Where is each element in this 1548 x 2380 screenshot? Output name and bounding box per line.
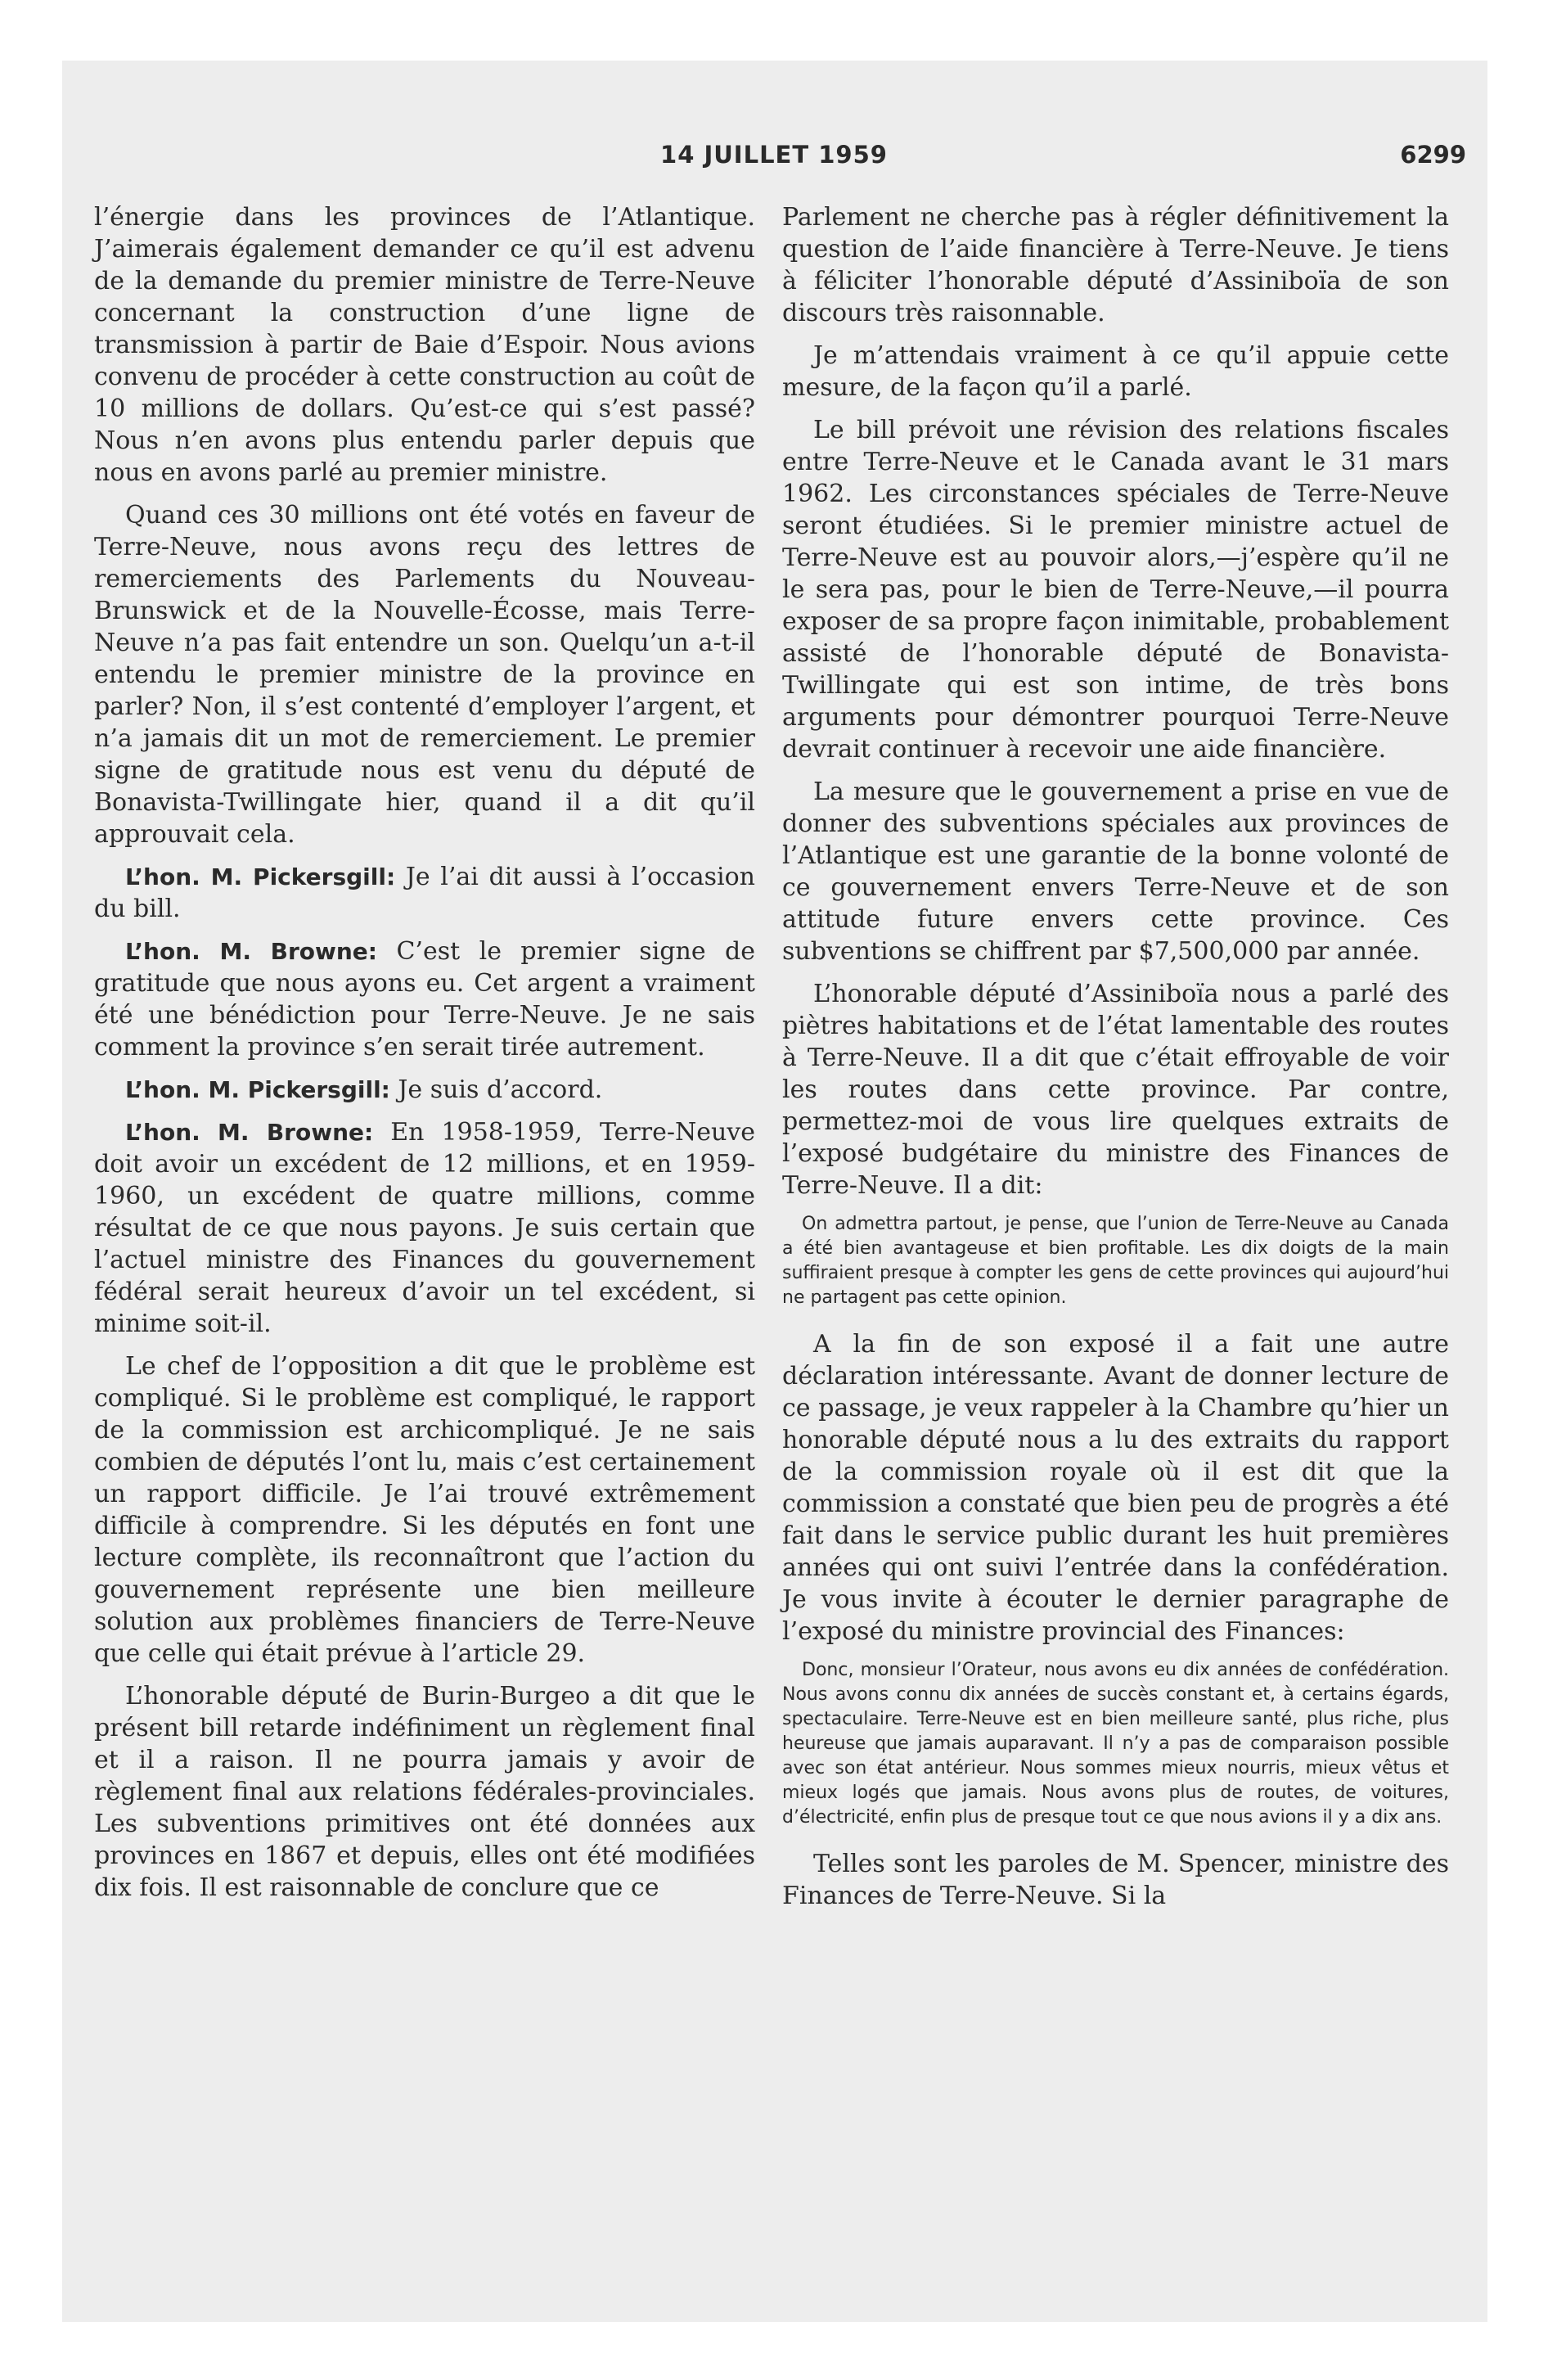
paragraph: Je m’attendais vraiment à ce qu’il appuie cette mesure, de la façon qu’il a parlé. [782,341,1449,402]
speaker-name: L’hon. M. Browne: [125,1119,374,1146]
page-header-date: 14 JUILLET 1959 [660,141,888,169]
paragraph: Parlement ne cherche pas à régler définitivement la question de l’aide financière à Terre-Neuve. Je tiens à féliciter l’honorable député d’Assiniboïa de son discours très raisonnable. [782,203,1449,327]
speech-text: En 1958-1959, Terre-Neuve doit avoir un excédent de 12 millions, et en 1959-1960, un excédent de quatre millions, comme résultat de ce que nous payons. Je suis certain que l’actuel ministre des Finances du gouvernement fédéral serait heureux d’avoir un tel excédent, si minime soit-il. [94,1118,756,1338]
paragraph: Le chef de l’opposition a dit que le problème est compliqué. Si le problème est compliqué, le rapport de la commission est archicompliqué. Je ne sais combien de députés l’ont lu, mais c’est certainement un rapport difficile. Je l’ai trouvé extrêmement difficile à comprendre. Si les députés en font une lecture complète, ils reconnaîtront que l’action du gouvernement représente une bien meilleure solution aux problèmes financiers de Terre-Neuve que celle qui était prévue à l’article 29. [94,1352,755,1668]
budget-quote: Donc, monsieur l’Orateur, nous avons eu dix années de confédération. Nous avons connu dix années de succès constant et, à certains égards, spectaculaire. Terre-Neuve est en bien meilleure santé, plus riche, plus heureuse que jamais auparavant. Il n’y a pas de comparaison possible avec son état antérieur. Nous sommes mieux nourris, mieux vêtus et mieux logés que jamais. Nous avons plus de routes, de voitures, d’électricité, enfin plus de presque tout ce que nous avions il y a dix ans. [782,1660,1449,1828]
paragraph: L’honorable député d’Assiniboïa nous a parlé des piètres habitations et de l’état lamentable des routes à Terre-Neuve. Il a dit que c’était effroyable de voir les routes dans cette province. Par contre, permettez-moi de vous lire quelques extraits de l’exposé budgétaire du ministre des Finances de Terre-Neuve. Il a dit: [782,980,1449,1200]
paragraph: l’énergie dans les provinces de l’Atlantique. J’aimerais également demander ce qu’il est advenu de la demande du premier ministre de Terre-Neuve concernant la construction d’une ligne de transmission à partir de Baie d’Espoir. Nous avions convenu de procéder à cette construction au coût de 10 millions de dollars. Qu’est-ce qui s’est passé? Nous n’en avons plus entendu parler depuis que nous en avons parlé au premier ministre. [94,203,755,487]
speech-text: Je suis d’accord. [389,1075,603,1104]
speaker-name: L’hon. M. Pickersgill: [125,1076,390,1103]
paragraph: Quand ces 30 millions ont été votés en faveur de Terre-Neuve, nous avons reçu des lettres de remerciements des Parlements du Nouveau-Brunswick et de la Nouvelle-Écosse, mais Terre-Neuve n’a pas fait entendre un son. Quelqu’un a-t-il entendu le premier ministre de la province en parler? Non, il s’est contenté d’employer l’argent, et n’a jamais dit un mot de remerciement. Le premier signe de gratitude nous est venu du député de Bonavista-Twillingate hier, quand il a dit qu’il approuvait cela. [94,501,755,849]
speech-browne-1 [94,935,755,1063]
speaker-name: L’hon. M. Browne: [125,938,377,965]
speech-pickersgill-2 [94,1074,755,1106]
paragraph: L’honorable député de Burin-Burgeo a dit que le présent bill retarde indéfiniment un règlement final et il a raison. Il ne pourra jamais y avoir de règlement final aux relations fédérales-provinciales. Les subventions primitives ont été données aux provinces en 1867 et depuis, elles ont été modifiées dix fois. Il est raisonnable de conclure que ce [94,1682,755,1902]
right-column [782,201,1449,1922]
speaker-name: L’hon. M. Pickersgill: [125,863,396,890]
paragraph: Le bill prévoit une révision des relations fiscales entre Terre-Neuve et le Canada avant le 31 mars 1962. Les circonstances spéciales de Terre-Neuve seront étudiées. Si le premier ministre actuel de Terre-Neuve est au pouvoir alors,—j’espère qu’il ne le sera pas, pour le bien de Terre-Neuve,—il pourra exposer de sa propre façon inimitable, probablement assisté de l’honorable député de Bonavista-Twillingate qui est son intime, de très bons arguments pour démontrer pourquoi Terre-Neuve devrait continuer à recevoir une aide financière. [782,416,1449,764]
left-column [94,201,755,1914]
speech-browne-2 [94,1116,755,1340]
speech-pickersgill-1 [94,861,755,925]
page-number: 6299 [1400,141,1466,169]
paragraph: A la fin de son exposé il a fait une autre déclaration intéressante. Avant de donner lecture de ce passage, je veux rappeler à la Chambre qu’hier un honorable député nous a lu des extraits du rapport de la commission royale où il est dit que la commission a constaté que bien peu de progrès a été fait dans le service public durant les huit premières années qui ont suivi l’entrée dans la confédération. Je vous invite à écouter le dernier paragraphe de l’exposé du ministre provincial des Finances: [782,1330,1449,1646]
paragraph: Telles sont les paroles de M. Spencer, ministre des Finances de Terre-Neuve. Si la [782,1850,1449,1910]
budget-quote: On admettra partout, je pense, que l’union de Terre-Neuve au Canada a été bien avantageuse et bien profitable. Les dix doigts de la main suffiraient presque à compter les gens de cette provinces qui aujourd’hui ne partagent pas cette opinion. [782,1214,1449,1308]
speech-text: C’est le premier signe de gratitude que nous ayons eu. Cet argent a vraiment été une bénédiction pour Terre-Neuve. Je ne sais comment la province s’en serait tirée autrement. [94,937,755,1062]
paragraph: La mesure que le gouvernement a prise en vue de donner des subventions spéciales aux provinces de l’Atlantique est une garantie de la bonne volonté de ce gouvernement envers Terre-Neuve et de son attitude future envers cette province. Ces subventions se chiffrent par $7,500,000 par année. [782,778,1449,966]
speech-text: Je l’ai dit aussi à l’occasion du bill. [94,863,756,923]
